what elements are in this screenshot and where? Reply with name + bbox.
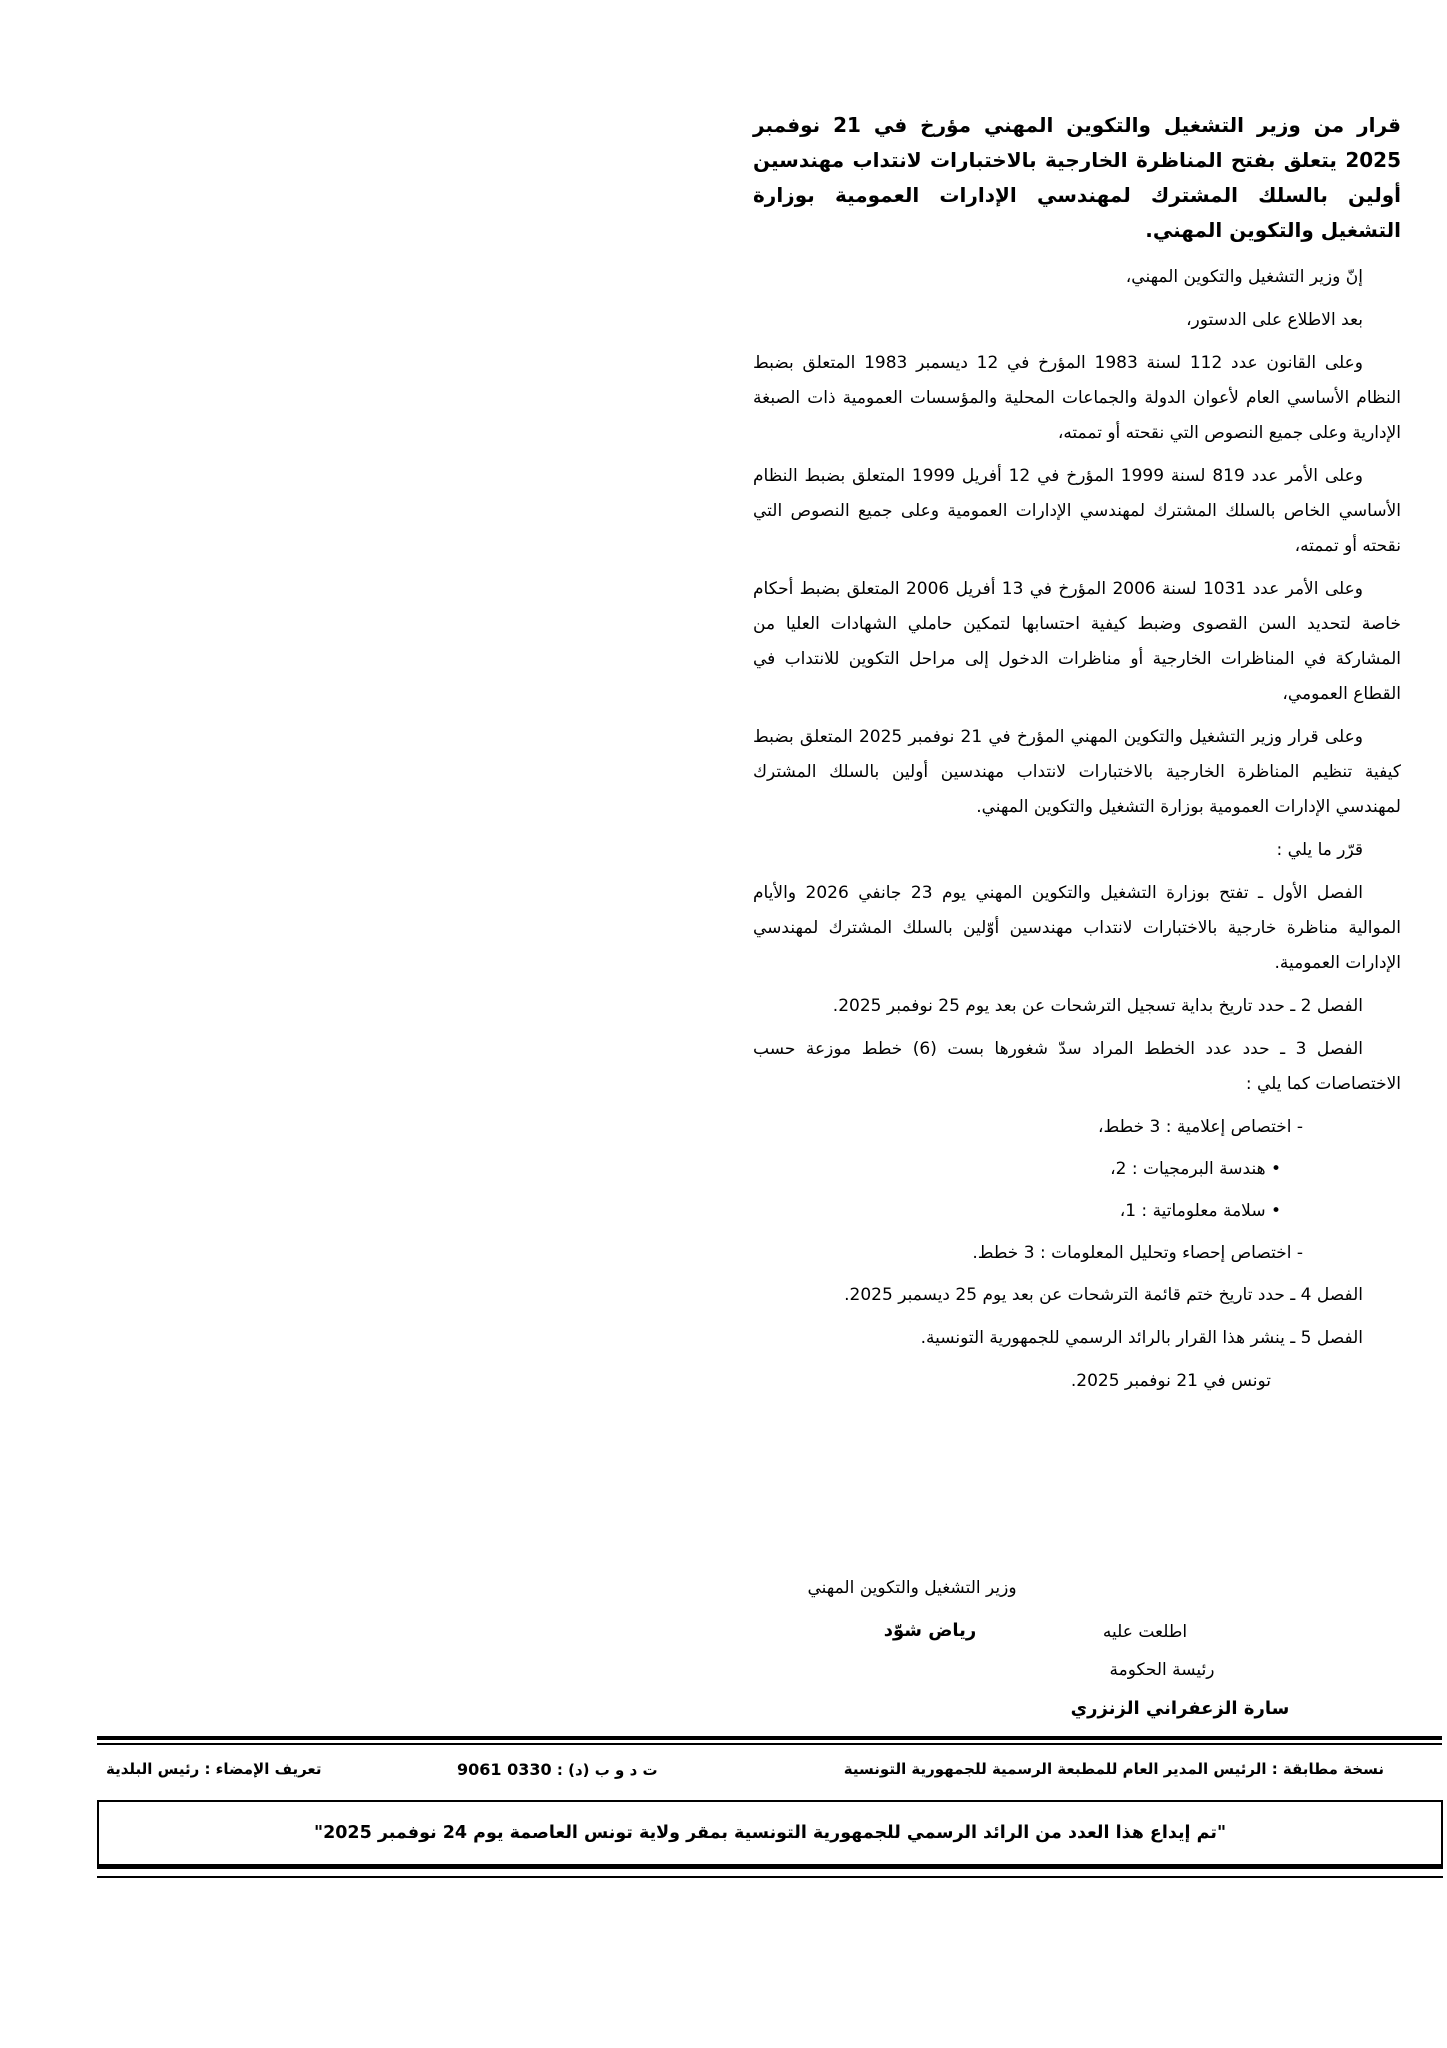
paragraph-law-1983: وعلى القانون عدد 112 لسنة 1983 المؤرخ في 12 ديسمبر 1983 المتعلق بضبط النظام الأساسي العام لأعوان الدولة والجماعات المحلية والمؤسسات العمومية ذات الصبغة الإدارية وعلى جميع النصوص التي نقحته أو تممته، [753, 353, 1401, 443]
footer-signature-certification: تعريف الإمضاء : رئيس البلدية [106, 1760, 322, 1778]
paragraph-minister-intro: إنّ وزير التشغيل والتكوين المهني، [1125, 267, 1363, 287]
paragraph-article-2: الفصل 2 ـ حدد تاريخ بداية تسجيل الترشحات عن بعد يوم 25 نوفمبر 2025. [832, 996, 1363, 1016]
signature-seen-label: اطلعت عليه [1102, 1622, 1188, 1642]
footer-issn [457, 1760, 658, 1779]
list-item-informatics: - اختصاص إعلامية : 3 خطط، [1098, 1117, 1303, 1137]
paragraph-constitution: بعد الاطلاع على الدستور، [1186, 310, 1363, 330]
paragraph-article-1: الفصل الأول ـ تفتح بوزارة التشغيل والتكوين المهني يوم 23 جانفي 2026 والأيام الموالية مناظرة خارجية بالاختبارات لانتداب مهندسين أوّلين بالسلك المشترك لمهندسي الإدارات العمومية. [753, 883, 1401, 973]
footer-separator-rule [97, 1736, 1442, 1745]
paragraph-article-5: الفصل 5 ـ ينشر هذا القرار بالرائد الرسمي للجمهورية التونسية. [920, 1328, 1363, 1348]
footer-certified-copy: نسخة مطابقة : الرئيس المدير العام للمطبعة الرسمية للجمهورية التونسية [843, 1760, 1384, 1778]
list-item-info-security: • سلامة معلوماتية : 1، [1119, 1201, 1281, 1221]
signature-pm-post: رئيسة الحكومة [1109, 1660, 1215, 1680]
paragraph-article-3: الفصل 3 ـ حدد عدد الخطط المراد سدّ شغورها بست (6) خطط موزعة حسب الاختصاصات كما يلي : [753, 1039, 1401, 1094]
dateline: تونس في 21 نوفمبر 2025. [1070, 1371, 1271, 1391]
list-item-software-eng: • هندسة البرمجيات : 2، [1110, 1159, 1281, 1179]
paragraph-decree-1999: وعلى الأمر عدد 819 لسنة 1999 المؤرخ في 12 أفريل 1999 المتعلق بضبط النظام الأساسي الخاص بالسلك المشترك لمهندسي الإدارات العمومية وعلى جميع النصوص التي نقحته أو تممته، [753, 466, 1401, 556]
signature-pm-name: سارة الزعفراني الزنزري [1070, 1698, 1290, 1719]
paragraph-enactment-formula: قرّر ما يلي : [1276, 840, 1363, 860]
paragraph-decree-2006: وعلى الأمر عدد 1031 لسنة 2006 المؤرخ في 13 أفريل 2006 المتعلق بضبط أحكام خاصة لتحديد السن القصوى وضبط كيفية احتسابها لتمكين حاملي الشهادات العليا من المشاركة في المناظرات الخارجية أو مناظرات الدخول إلى مراحل التكوين للانتداب في القطاع العمومي، [753, 579, 1401, 704]
deposit-notice-text: "تم إيداع هذا العدد من الرائد الرسمي للجمهورية التونسية بمقر ولاية تونس العاصمة يوم 24 نوفمبر 2025" [313, 1823, 1227, 1843]
deposit-notice-box [97, 1800, 1443, 1869]
paragraph-order-2025: وعلى قرار وزير التشغيل والتكوين المهني المؤرخ في 21 نوفمبر 2025 المتعلق بضبط كيفية تنظيم المناظرة الخارجية بالاختبارات لانتداب مهندسين أولين بالسلك المشترك لمهندسي الإدارات العمومية بوزارة التشغيل والتكوين المهني. [753, 727, 1401, 817]
deposit-box-underline [97, 1876, 1443, 1878]
list-item-stats-data-analysis: - اختصاص إحصاء وتحليل المعلومات : 3 خطط. [972, 1243, 1303, 1263]
paragraph-article-4: الفصل 4 ـ حدد تاريخ ختم قائمة الترشحات عن بعد يوم 25 ديسمبر 2025. [844, 1285, 1363, 1305]
specialty-list [753, 1110, 1401, 1271]
footer-issn-label: ت د و ب (د) : [556, 1761, 658, 1779]
footer-issn-value: 0330 9061 [457, 1760, 552, 1779]
signature-minister-name: رياض شوّد [883, 1620, 977, 1641]
signature-minister-post: وزير التشغيل والتكوين المهني [807, 1578, 1017, 1598]
decree-title: قرار من وزير التشغيل والتكوين المهني مؤرخ في 21 نوفمبر 2025 يتعلق بفتح المناظرة الخارجية بالاختبارات لانتداب مهندسين أولين بالسلك المشترك لمهندسي الإدارات العمومية بوزارة التشغيل والتكوين المهني. [753, 113, 1402, 242]
decree-article [753, 108, 1401, 1399]
